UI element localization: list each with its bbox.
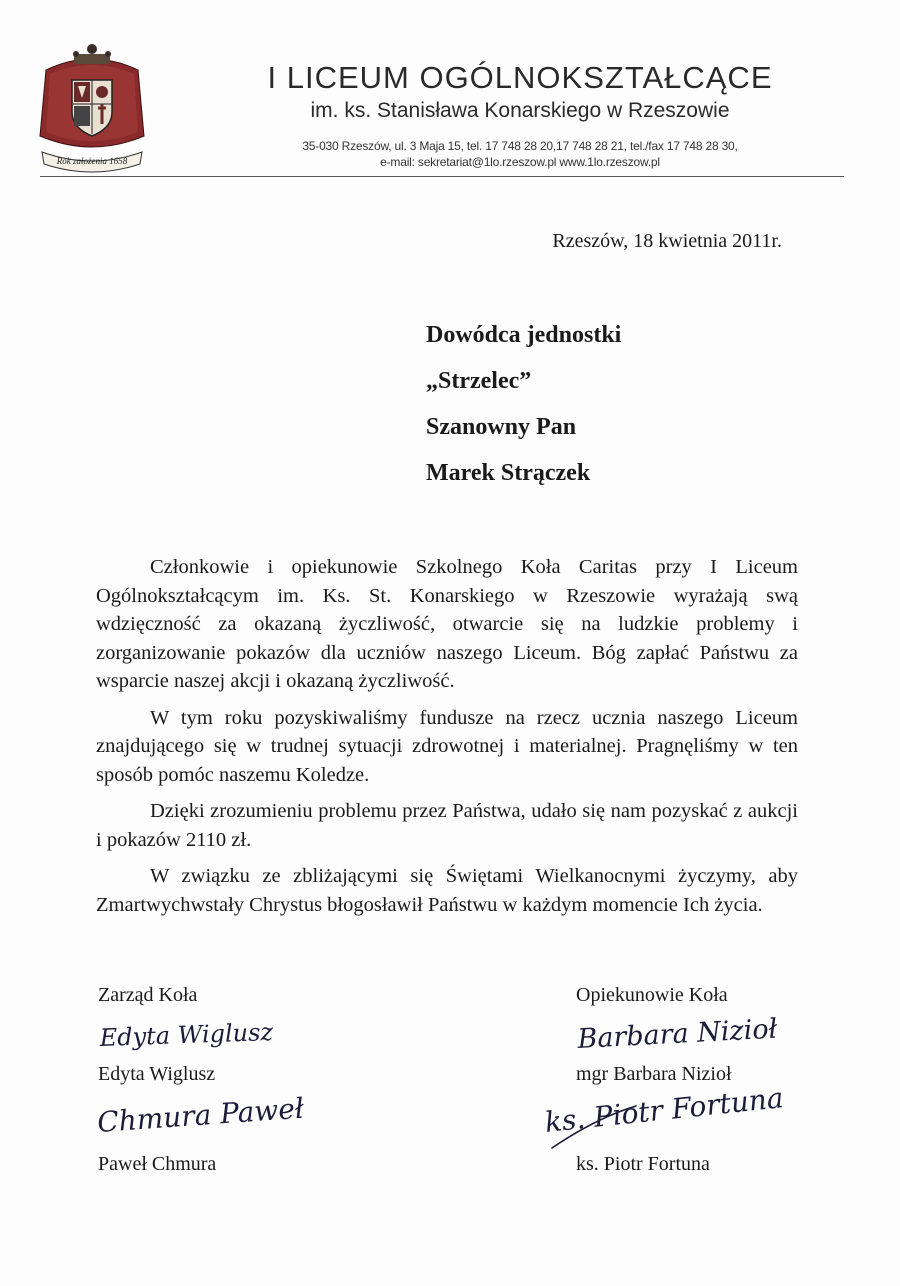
signatory-name: mgr Barbara Nizioł [576,1063,732,1085]
school-address: 35-030 Rzeszów, ul. 3 Maja 15, tel. 17 748 28 20,17 748 28 21, tel./fax 17 748 28 30, [302,139,738,153]
recipient-block [426,312,621,496]
signatures-left [98,980,398,1178]
signatory-name: ks. Piotr Fortuna [576,1153,710,1175]
handwritten-signature [98,1010,358,1060]
recipient-line: Marek Strączek [426,460,591,486]
svg-text:Chmura Paweł: Chmura Paweł [96,1091,305,1139]
header-divider [40,176,844,177]
signature-heading: Zarząd Koła [98,984,198,1006]
school-contact: e-mail: sekretariat@1lo.rzeszow.pl www.1lo.rzeszow.pl [380,155,660,169]
svg-text:Barbara Nizioł: Barbara Nizioł [576,1013,779,1055]
body-paragraph: Członkowie i opiekunowie Szkolnego Koła Caritas przy I Liceum Ogólnokształcącym im. Ks. St. Konarskiego w Rzeszowie wyrażają swą wdzięczność za okazaną życzliwość, otwarcie się na ludzkie problemy i zorganizowanie pokazów dla uczniów naszego Liceum. Bóg zapłać Państwu za wsparcie naszej akcji i okazaną życzliwość. [96,556,798,692]
crown-icon [73,44,111,64]
signature-heading: Opiekunowie Koła [576,984,728,1006]
letter-body [96,553,798,927]
svg-text:Edyta Wiglusz: Edyta Wiglusz [99,1017,274,1052]
handwritten-signature [576,1010,836,1060]
svg-text:ks. Piotr Fortuna: ks. Piotr Fortuna [543,1081,785,1139]
letterhead [180,60,860,170]
school-crest-logo [36,40,148,175]
body-paragraph: Dzięki zrozumieniu problemu przez Państwa, udało się nam pozyskać z aukcji i pokazów 2110 zł. [96,800,798,851]
handwritten-signature [543,1081,836,1150]
signatory-name: Edyta Wiglusz [98,1063,216,1085]
recipient-line: Dowódca jednostki [426,322,622,348]
school-name: I LICEUM OGÓLNOKSZTAŁCĄCE [267,60,773,95]
body-paragraph: W związku ze zbliżającymi się Świętami Wielkanocnymi życzymy, aby Zmartwychwstały Chrystus błogosławił Państwu w każdym momencie Ich życia. [96,865,798,916]
school-subtitle: im. ks. Stanisława Konarskiego w Rzeszowie [310,99,730,122]
handwritten-signature [98,1088,358,1150]
signatory-name: Paweł Chmura [98,1153,217,1175]
signatures-right [543,980,876,1178]
recipient-line: „Strzelec” [426,368,532,394]
recipient-line: Szanowny Pan [426,414,577,440]
letter-date: Rzeszów, 18 kwietnia 2011r. [552,230,782,252]
body-paragraph: W tym roku pozyskiwaliśmy fundusze na rzecz ucznia naszego Liceum znajdującego się w trudnej sytuacji zdrowotnej i materialnej. Pragnęliśmy w ten sposób pomóc naszemu Koledze. [96,706,798,786]
crest-ribbon-text: Rok założenia 1658 [56,156,128,166]
